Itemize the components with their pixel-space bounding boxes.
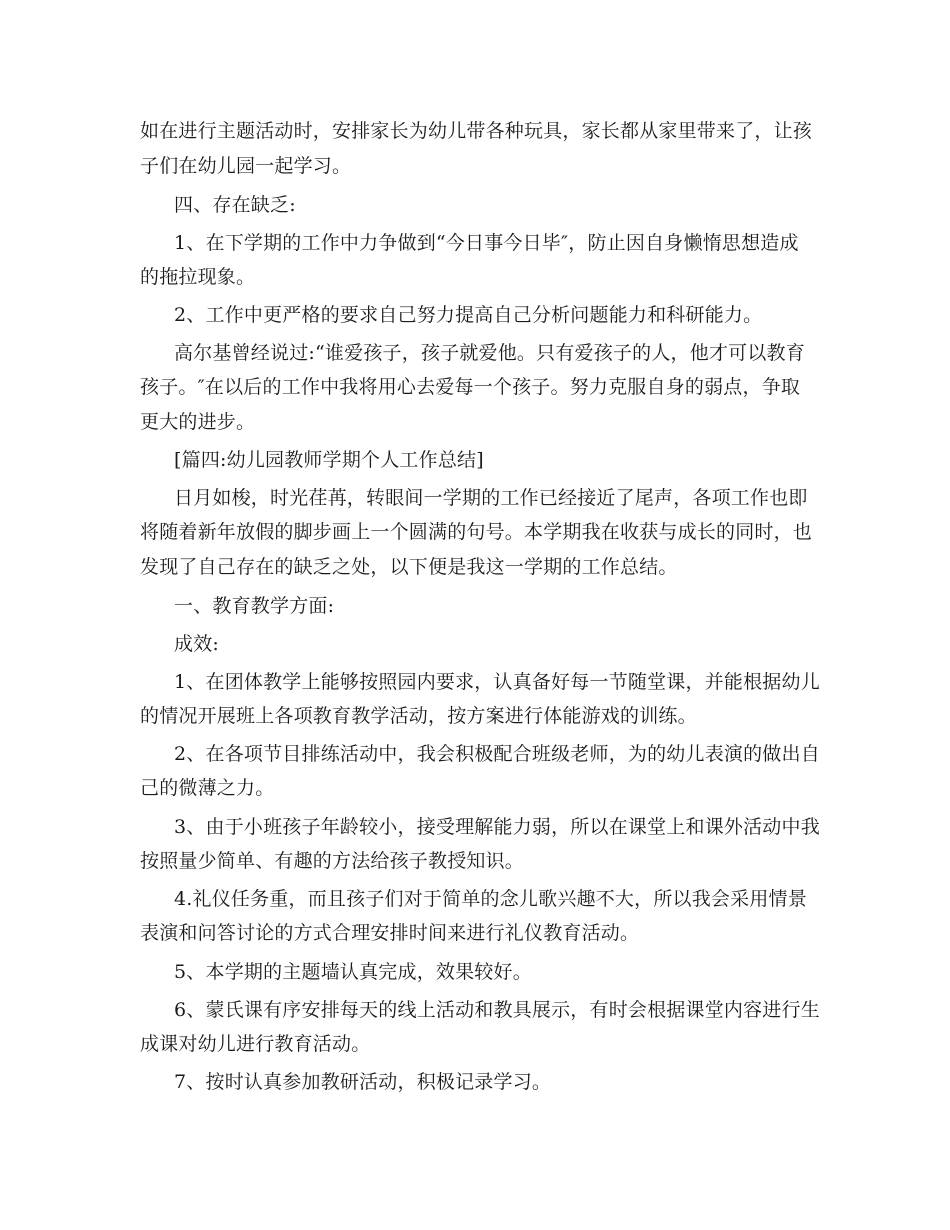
- section-heading: 成效:: [174, 633, 220, 655]
- text-line: 4.礼仪任务重，而且孩子们对于简单的念儿歌兴趣不大，所以我会采用情景: [174, 888, 807, 910]
- text-line: 6、蒙氏课有序安排每天的线上活动和教具展示，有时会根据课堂内容进行生: [174, 999, 820, 1021]
- text-line: 孩子。″在以后的工作中我将用心去爱每一个孩子。努力克服自身的弱点，争取: [140, 376, 801, 398]
- text-line: 子们在幼儿园一起学习。: [140, 155, 352, 177]
- text-line: 7、按时认真参加教研活动，积极记录学习。: [174, 1071, 552, 1093]
- text-line: 高尔基曾经说过:“谁爱孩子，孩子就爱他。只有爱孩子的人，他才可以教育: [174, 342, 805, 364]
- text-line: 更大的进步。: [140, 411, 256, 433]
- text-line: 发现了自己存在的缺乏之处，以下便是我这一学期的工作总结。: [140, 556, 678, 578]
- section-heading: 一、教育教学方面:: [174, 595, 335, 617]
- text-line: 2、工作中更严格的要求自己努力提高自己分析问题能力和科研能力。: [174, 304, 763, 326]
- text-line: 1、在下学期的工作中力争做到“今日事今日毕″，防止因自身懒惰思想造成: [174, 232, 799, 254]
- text-line: 1、在团体教学上能够按照园内要求，认真备好每一节随堂课，并能根据幼儿: [174, 671, 820, 693]
- text-line: 2、在各项节目排练活动中，我会积极配合班级老师，为的幼儿表演的做出自: [174, 743, 820, 765]
- chapter-title: [篇四:幼儿园教师学期个人工作总结]: [174, 449, 484, 471]
- text-line: 如在进行主题活动时，安排家长为幼儿带各种玩具，家长都从家里带来了，让孩: [140, 120, 813, 142]
- text-line: 日月如梭，时光荏苒，转眼间一学期的工作已经接近了尾声，各项工作也即: [174, 487, 808, 509]
- text-line: 将随着新年放假的脚步画上一个圆满的句号。本学期我在收获与成长的同时，也: [140, 521, 813, 543]
- text-line: 成课对幼儿进行教育活动。: [140, 1033, 371, 1055]
- text-line: 5、本学期的主题墙认真完成，效果较好。: [174, 961, 532, 983]
- text-line: 表演和问答讨论的方式合理安排时间来进行礼仪教育活动。: [140, 922, 640, 944]
- section-heading: 四、存在缺乏:: [174, 194, 296, 216]
- text-line: 的拖拉现象。: [140, 266, 256, 288]
- text-line: 的情况开展班上各项教育教学活动，按方案进行体能游戏的训练。: [140, 705, 697, 727]
- text-line: 3、由于小班孩子年龄较小，接受理解能力弱，所以在课堂上和课外活动中我: [174, 816, 820, 838]
- text-line: 己的微薄之力。: [140, 777, 275, 799]
- text-line: 按照量少简单、有趣的方法给孩子教授知识。: [140, 850, 525, 872]
